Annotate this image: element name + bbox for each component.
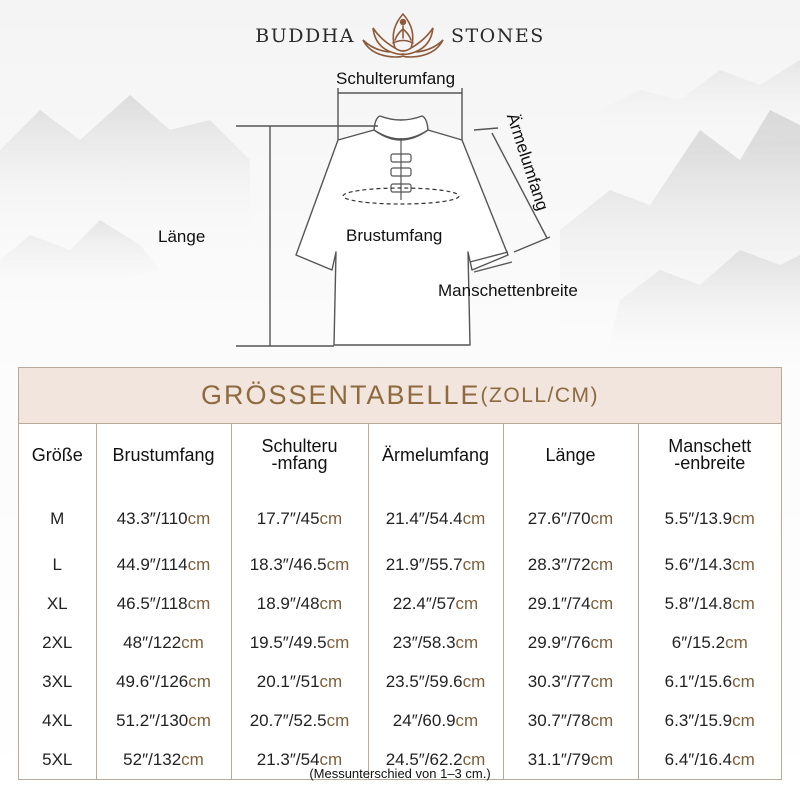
table-body bbox=[19, 486, 781, 779]
brand-word-left: BUDDHA bbox=[255, 25, 355, 47]
measurement-cell bbox=[368, 623, 503, 662]
shoulder-label: Schulterumfang bbox=[336, 69, 456, 88]
length-label: Länge bbox=[158, 227, 206, 246]
measurement-unit: cm bbox=[590, 554, 614, 574]
measurement-unit: cm bbox=[187, 593, 211, 613]
measurement-cell bbox=[638, 623, 781, 662]
measurement-cell bbox=[368, 545, 503, 584]
measurement-value: 49.6″/126 bbox=[116, 671, 189, 691]
measurement-value: 23″/58.3 bbox=[392, 632, 456, 652]
table-row bbox=[19, 623, 781, 662]
measurement-value: 31.1″/79 bbox=[527, 749, 591, 769]
size-table bbox=[19, 424, 781, 779]
table-row bbox=[19, 486, 781, 545]
measurement-cell bbox=[503, 701, 638, 740]
measurement-value: 23.5″/59.6 bbox=[385, 671, 463, 691]
measurement-unit: cm bbox=[188, 671, 211, 691]
measurement-value: 6.3″/15.9 bbox=[664, 710, 733, 730]
measurement-cell bbox=[638, 545, 781, 584]
column-header: Größe bbox=[19, 424, 96, 486]
measurement-value: 5.5″/13.9 bbox=[664, 509, 733, 528]
column-header: Brustumfang bbox=[96, 424, 231, 486]
measurement-value: 24″/60.9 bbox=[392, 710, 456, 730]
measurement-cell bbox=[231, 486, 368, 545]
measurement-value: 51.2″/130 bbox=[116, 710, 189, 730]
measurement-value: 18.9″/48 bbox=[256, 593, 320, 613]
measurement-value: 52″/132 bbox=[123, 749, 182, 769]
measurement-value: 27.6″/70 bbox=[527, 509, 591, 528]
measurement-unit: cm bbox=[732, 671, 755, 691]
measurement-value: 44.9″/114 bbox=[116, 554, 188, 574]
size-cell: 5XL bbox=[19, 740, 96, 779]
measurement-unit: cm bbox=[319, 671, 343, 691]
measurement-unit: cm bbox=[455, 710, 479, 730]
measurement-cell bbox=[638, 486, 781, 545]
measurement-cell bbox=[96, 662, 231, 701]
cuff-label: Manschettenbreite bbox=[438, 281, 578, 300]
measurement-unit: cm bbox=[462, 749, 486, 769]
size-cell: M bbox=[19, 486, 96, 545]
measurement-unit: cm bbox=[725, 632, 748, 652]
measurement-cell bbox=[231, 701, 368, 740]
measurement-cell bbox=[503, 486, 638, 545]
measurement-value: 30.3″/77 bbox=[527, 671, 591, 691]
measurement-value: 43.3″/110 bbox=[116, 509, 188, 528]
measurement-cell bbox=[231, 662, 368, 701]
measurement-value: 6.1″/15.6 bbox=[664, 671, 733, 691]
measurement-cell bbox=[231, 584, 368, 623]
measurement-cell bbox=[638, 662, 781, 701]
measurement-cell bbox=[638, 584, 781, 623]
measurement-unit: cm bbox=[326, 632, 350, 652]
measurement-unit: cm bbox=[462, 509, 486, 528]
measurement-unit: cm bbox=[732, 749, 755, 769]
measurement-unit: cm bbox=[181, 749, 204, 769]
chest-label: Brustumfang bbox=[346, 226, 443, 245]
measurement-cell bbox=[503, 545, 638, 584]
measurement-unit: cm bbox=[326, 710, 350, 730]
column-header: Länge bbox=[503, 424, 638, 486]
table-row bbox=[19, 584, 781, 623]
sleeve-label: Ärmelumfang bbox=[502, 110, 553, 213]
measurement-value: 21.3″/54 bbox=[256, 749, 320, 769]
measurement-unit: cm bbox=[187, 554, 211, 574]
measurement-value: 29.9″/76 bbox=[527, 632, 591, 652]
measurement-cell bbox=[503, 623, 638, 662]
measurement-cell bbox=[503, 584, 638, 623]
measurement-value: 29.1″/74 bbox=[527, 593, 591, 613]
measurement-value: 21.9″/55.7 bbox=[385, 554, 463, 574]
table-row bbox=[19, 701, 781, 740]
measurement-value: 20.1″/51 bbox=[256, 671, 320, 691]
measurement-unit: cm bbox=[732, 509, 755, 528]
column-header: Manschett -enbreite bbox=[668, 436, 752, 473]
measurement-unit: cm bbox=[732, 554, 755, 574]
measurement-value: 21.4″/54.4 bbox=[385, 509, 463, 528]
measurement-unit: cm bbox=[455, 593, 479, 613]
table-row bbox=[19, 662, 781, 701]
measurement-cell bbox=[96, 623, 231, 662]
measurement-unit: cm bbox=[188, 710, 211, 730]
size-cell: 4XL bbox=[19, 701, 96, 740]
measurement-unit: cm bbox=[187, 509, 211, 528]
measurement-value: 5.6″/14.3 bbox=[664, 554, 733, 574]
measurement-value: 28.3″/72 bbox=[527, 554, 591, 574]
measurement-unit: cm bbox=[590, 593, 614, 613]
column-header: Ärmelumfang bbox=[368, 424, 503, 486]
measurement-value: 48″/122 bbox=[123, 632, 182, 652]
measurement-value: 46.5″/118 bbox=[116, 593, 188, 613]
measurement-unit: cm bbox=[590, 710, 614, 730]
measurement-unit: cm bbox=[181, 632, 204, 652]
measurement-value: 20.7″/52.5 bbox=[249, 710, 327, 730]
measurement-value: 18.3″/46.5 bbox=[249, 554, 327, 574]
measurement-value: 19.5″/49.5 bbox=[249, 632, 327, 652]
measurement-value: 6.4″/16.4 bbox=[664, 749, 733, 769]
measurement-cell bbox=[96, 701, 231, 740]
column-header: Schulteru -mfang bbox=[231, 424, 368, 486]
measurement-cell bbox=[231, 545, 368, 584]
measurement-unit: cm bbox=[590, 749, 614, 769]
size-cell: XL bbox=[19, 584, 96, 623]
measurement-value: 30.7″/78 bbox=[527, 710, 591, 730]
shirt-outline-icon bbox=[0, 0, 800, 360]
measurement-unit: cm bbox=[732, 710, 755, 730]
measurement-unit: cm bbox=[319, 509, 343, 528]
measurement-unit: cm bbox=[319, 749, 343, 769]
measurement-cell bbox=[231, 623, 368, 662]
measurement-unit: cm bbox=[732, 593, 755, 613]
measurement-cell bbox=[368, 486, 503, 545]
measurement-value: 17.7″/45 bbox=[256, 509, 320, 528]
table-row bbox=[19, 545, 781, 584]
measurement-unit: cm bbox=[319, 593, 343, 613]
measurement-unit: cm bbox=[455, 632, 479, 652]
size-cell: 2XL bbox=[19, 623, 96, 662]
measurement-unit: cm bbox=[590, 632, 614, 652]
measurement-value: 5.8″/14.8 bbox=[664, 593, 733, 613]
measurement-value: 22.4″/57 bbox=[392, 593, 456, 613]
size-cell: L bbox=[19, 545, 96, 584]
measurement-cell bbox=[96, 584, 231, 623]
measurement-unit: cm bbox=[326, 554, 350, 574]
garment-diagram bbox=[0, 0, 800, 360]
size-chart-title bbox=[19, 368, 781, 424]
measurement-unit: cm bbox=[590, 509, 614, 528]
measurement-unit: cm bbox=[462, 554, 486, 574]
measurement-value: 24.5″/62.2 bbox=[385, 749, 463, 769]
measurement-cell bbox=[96, 486, 231, 545]
measurement-footnote: (Messunterschied von 1–3 cm.) bbox=[309, 766, 491, 781]
brand-word-right: STONES bbox=[450, 25, 545, 47]
measurement-cell bbox=[503, 662, 638, 701]
size-cell: 3XL bbox=[19, 662, 96, 701]
measurement-cell bbox=[368, 584, 503, 623]
measurement-value: 6″/15.2 bbox=[671, 632, 726, 652]
measurement-cell bbox=[368, 701, 503, 740]
measurement-cell bbox=[96, 545, 231, 584]
table-header-row bbox=[19, 424, 781, 486]
measurement-cell bbox=[638, 701, 781, 740]
measurement-unit: cm bbox=[590, 671, 614, 691]
size-chart-title-text: GRÖSSENTABELLE bbox=[200, 380, 481, 410]
measurement-cell bbox=[368, 662, 503, 701]
measurement-unit: cm bbox=[462, 671, 486, 691]
size-chart-unit: (ZOLL/CM) bbox=[480, 383, 600, 407]
size-chart bbox=[18, 367, 782, 780]
